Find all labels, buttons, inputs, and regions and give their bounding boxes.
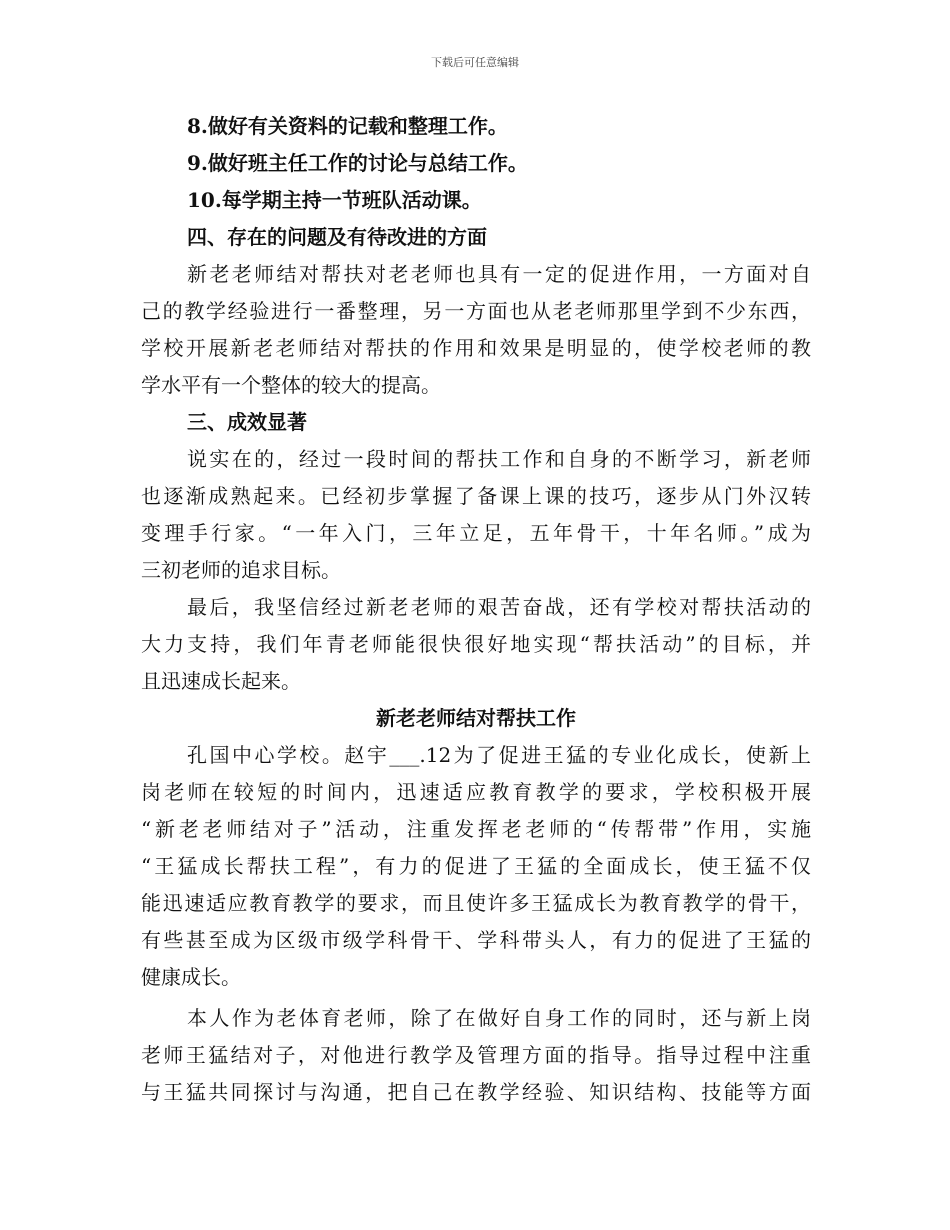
paragraph-line: 新老老师结对帮扶对老老师也具有一定的促进作用，一方面对自 — [187, 262, 811, 286]
list-item: 8.做好有关资料的记载和整理工作。 — [187, 114, 508, 138]
paragraph — [141, 589, 811, 700]
paragraph-line: 也逐渐成熟起来。已经初步掌握了备课上课的技巧，逐步从门外汉转 — [141, 484, 811, 508]
paragraph-line: 健康成长。 — [141, 965, 241, 989]
paragraph-line: 岗老师在较短的时间内，迅速适应教育教学的要求，学校积极开展 — [141, 780, 811, 804]
paragraph-line: 最后，我坚信经过新老老师的艰苦奋战，还有学校对帮扶活动的 — [187, 595, 811, 619]
paragraph-line: 说实在的，经过一段时间的帮扶工作和自身的不断学习，新老师 — [187, 447, 811, 471]
paragraph-line: 且迅速成长起来。 — [141, 669, 301, 693]
paragraph-line: 老师王猛结对子，对他进行教学及管理方面的指导。指导过程中注重 — [141, 1043, 811, 1067]
paragraph-line: 与王猛共同探讨与沟通，把自己在教学经验、知识结构、技能等方面 — [141, 1080, 811, 1104]
article-title: 新老老师结对帮扶工作 — [376, 706, 576, 730]
section-heading: 四、存在的问题及有待改进的方面 — [187, 225, 487, 249]
paragraph-line: 大力支持，我们年青老师能很快很好地实现“帮扶活动”的目标，并 — [141, 632, 811, 656]
paragraph — [141, 256, 811, 404]
list-item: 10.每学期主持一节班队活动课。 — [187, 188, 482, 212]
section-heading: 三、成效显著 — [187, 410, 307, 434]
paragraph — [141, 1000, 811, 1111]
paragraph-line: 有些甚至成为区级市级学科骨干、学科带头人，有力的促进了王猛的 — [141, 928, 811, 952]
paragraph-line: “王猛成长帮扶工程”，有力的促进了王猛的全面成长，使王猛不仅 — [141, 854, 811, 878]
paragraph-line: 学水平有一个整体的较大的提高。 — [141, 373, 441, 397]
paragraph-line: 变理手行家。“一年入门，三年立足，五年骨干，十年名师。”成为 — [141, 521, 811, 545]
list-item: 9.做好班主任工作的讨论与总结工作。 — [187, 151, 528, 175]
paragraph-line: 学校开展新老老师结对帮扶的作用和效果是明显的，使学校老师的教 — [141, 336, 811, 360]
paragraph-line: 三初老师的追求目标。 — [141, 558, 341, 582]
paragraph-line: 己的教学经验进行一番整理，另一方面也从老老师那里学到不少东西， — [141, 299, 811, 323]
paragraph — [141, 441, 811, 589]
paragraph — [141, 737, 811, 996]
page-header: 下载后可任意编辑 — [431, 56, 519, 69]
paragraph-line: 能迅速适应教育教学的要求，而且使许多王猛成长为教育教学的骨干， — [141, 891, 811, 915]
document-body — [141, 108, 811, 1111]
paragraph-line: 本人作为老体育老师，除了在做好自身工作的同时，还与新上岗 — [187, 1006, 811, 1030]
paragraph-line: “新老老师结对子”活动，注重发挥老老师的“传帮带”作用，实施 — [141, 817, 811, 841]
paragraph-line: 孔国中心学校。赵宇___.12为了促进王猛的专业化成长，使新上 — [187, 743, 811, 767]
